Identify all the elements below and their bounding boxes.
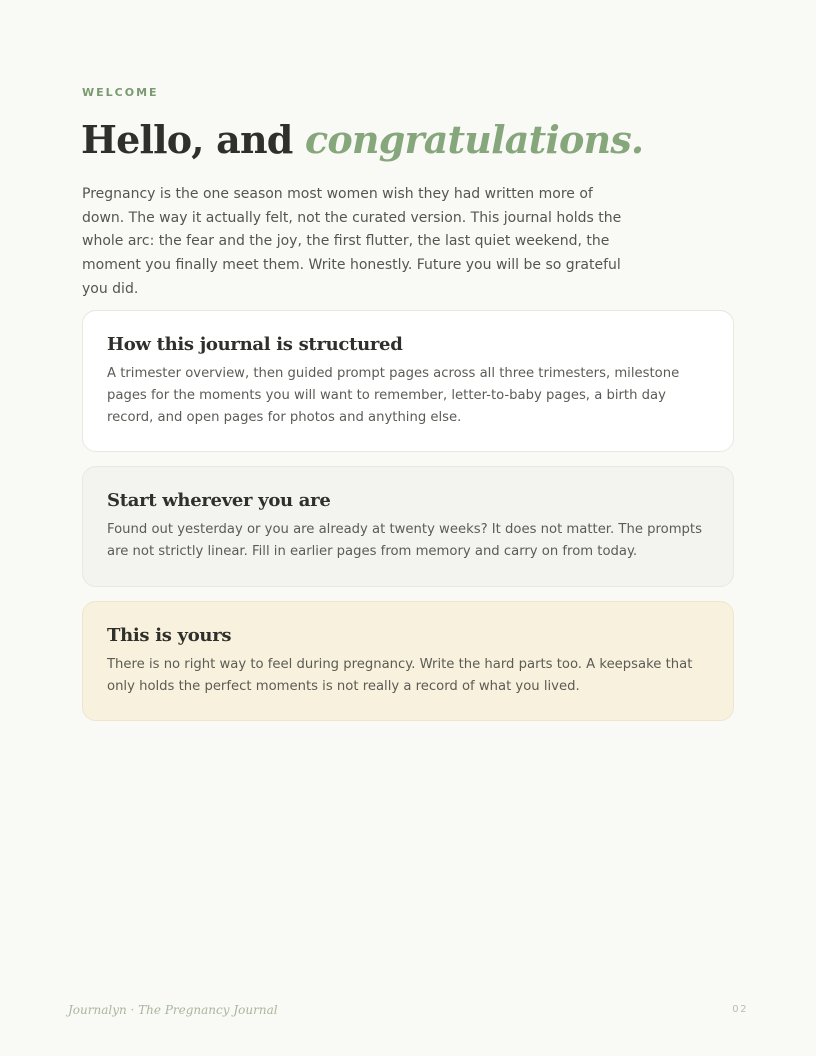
page-number: 02 [732, 1004, 748, 1015]
card-start [82, 466, 734, 587]
card-title: How this journal is structured [107, 334, 403, 355]
page-title-accent: congratulations. [305, 117, 644, 162]
page-title [81, 114, 643, 166]
card-body: A trimester overview, then guided prompt pages across all three trimesters, milestone pages for the moments you will want to remember, letter-to-baby pages, a birth day record, and open pages for photos and anything else. [107, 366, 680, 425]
footer-title: Journalyn · The Pregnancy Journal [68, 1003, 278, 1017]
card-structure [82, 310, 734, 452]
card-body: There is no right way to feel during pregnancy. Write the hard parts too. A keepsake that only holds the perfect moments is not really a record of what you lived. [107, 657, 693, 694]
intro-paragraph: Pregnancy is the one season most women wish they had written more of down. The way it actually felt, not the curated version. This journal holds the whole arc: the fear and the joy, the first flutter, the last quiet weekend, the moment you finally meet them. Write honestly. Future you will be so grateful you did. [82, 186, 622, 297]
page-title-lead: Hello, and [81, 117, 306, 162]
card-title: This is yours [107, 625, 232, 646]
eyebrow-label: WELCOME [82, 86, 159, 99]
card-yours [82, 601, 734, 721]
card-title: Start wherever you are [107, 490, 331, 511]
card-body: Found out yesterday or you are already at twenty weeks? It does not matter. The prompts are not strictly linear. Fill in earlier pages from memory and carry on from today. [107, 522, 702, 559]
